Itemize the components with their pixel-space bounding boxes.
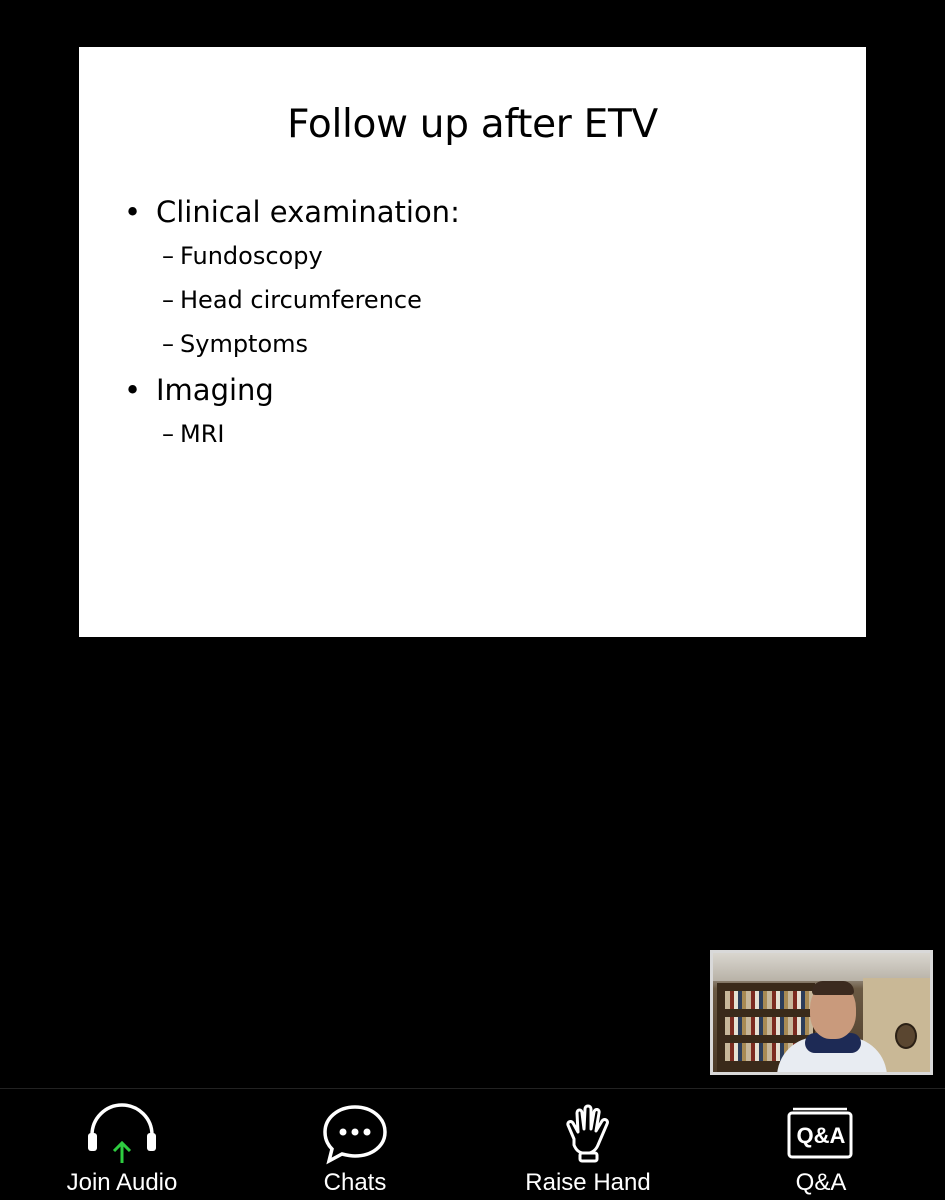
slide-bullet (124, 370, 460, 456)
qa-icon (781, 1099, 861, 1165)
sub-bullet-mark: – (162, 330, 174, 358)
slide-bullet-list (124, 192, 460, 456)
sub-bullet-text: Fundoscopy (180, 242, 323, 270)
sub-bullet-mark: – (162, 242, 174, 270)
slide-title: Follow up after ETV (287, 102, 658, 147)
sub-bullet-text: Symptoms (180, 330, 309, 358)
video-books (725, 991, 813, 1009)
raise-hand-button[interactable] (498, 1089, 678, 1200)
video-ceiling (713, 953, 930, 981)
sub-bullet-text: Head circumference (180, 286, 422, 314)
bullet-mark: • (124, 195, 142, 229)
chats-label: Chats (323, 1169, 387, 1196)
sub-bullet-list (156, 412, 460, 456)
slide-bullet (124, 192, 460, 366)
join-audio-button[interactable] (32, 1089, 212, 1200)
meeting-toolbar (0, 1088, 945, 1200)
video-person-hair (812, 981, 854, 995)
sub-bullet-list (156, 234, 460, 366)
qa-label: Q&A (795, 1169, 847, 1196)
shared-slide (79, 47, 866, 637)
headphones-icon (82, 1099, 162, 1165)
join-audio-label: Join Audio (66, 1169, 178, 1196)
sub-bullet (156, 412, 460, 456)
bullet-text: Clinical examination: (156, 195, 460, 229)
sub-bullet (156, 234, 460, 278)
raise-hand-label: Raise Hand (525, 1169, 651, 1196)
sub-bullet-mark: – (162, 420, 174, 448)
sub-bullet (156, 278, 460, 322)
presenter-video-thumbnail[interactable] (710, 950, 933, 1075)
raised-hand-icon (548, 1099, 628, 1165)
qa-icon-text: Q&A (796, 1123, 846, 1148)
chat-bubble-icon (315, 1099, 395, 1165)
sub-bullet (156, 322, 460, 366)
chats-button[interactable] (265, 1089, 445, 1200)
bullet-text: Imaging (156, 373, 274, 407)
video-books (725, 1017, 813, 1035)
sub-bullet-text: MRI (180, 420, 225, 448)
qa-button[interactable] (731, 1089, 911, 1200)
video-wall-clock (895, 1023, 917, 1049)
bullet-mark: • (124, 373, 142, 407)
sub-bullet-mark: – (162, 286, 174, 314)
